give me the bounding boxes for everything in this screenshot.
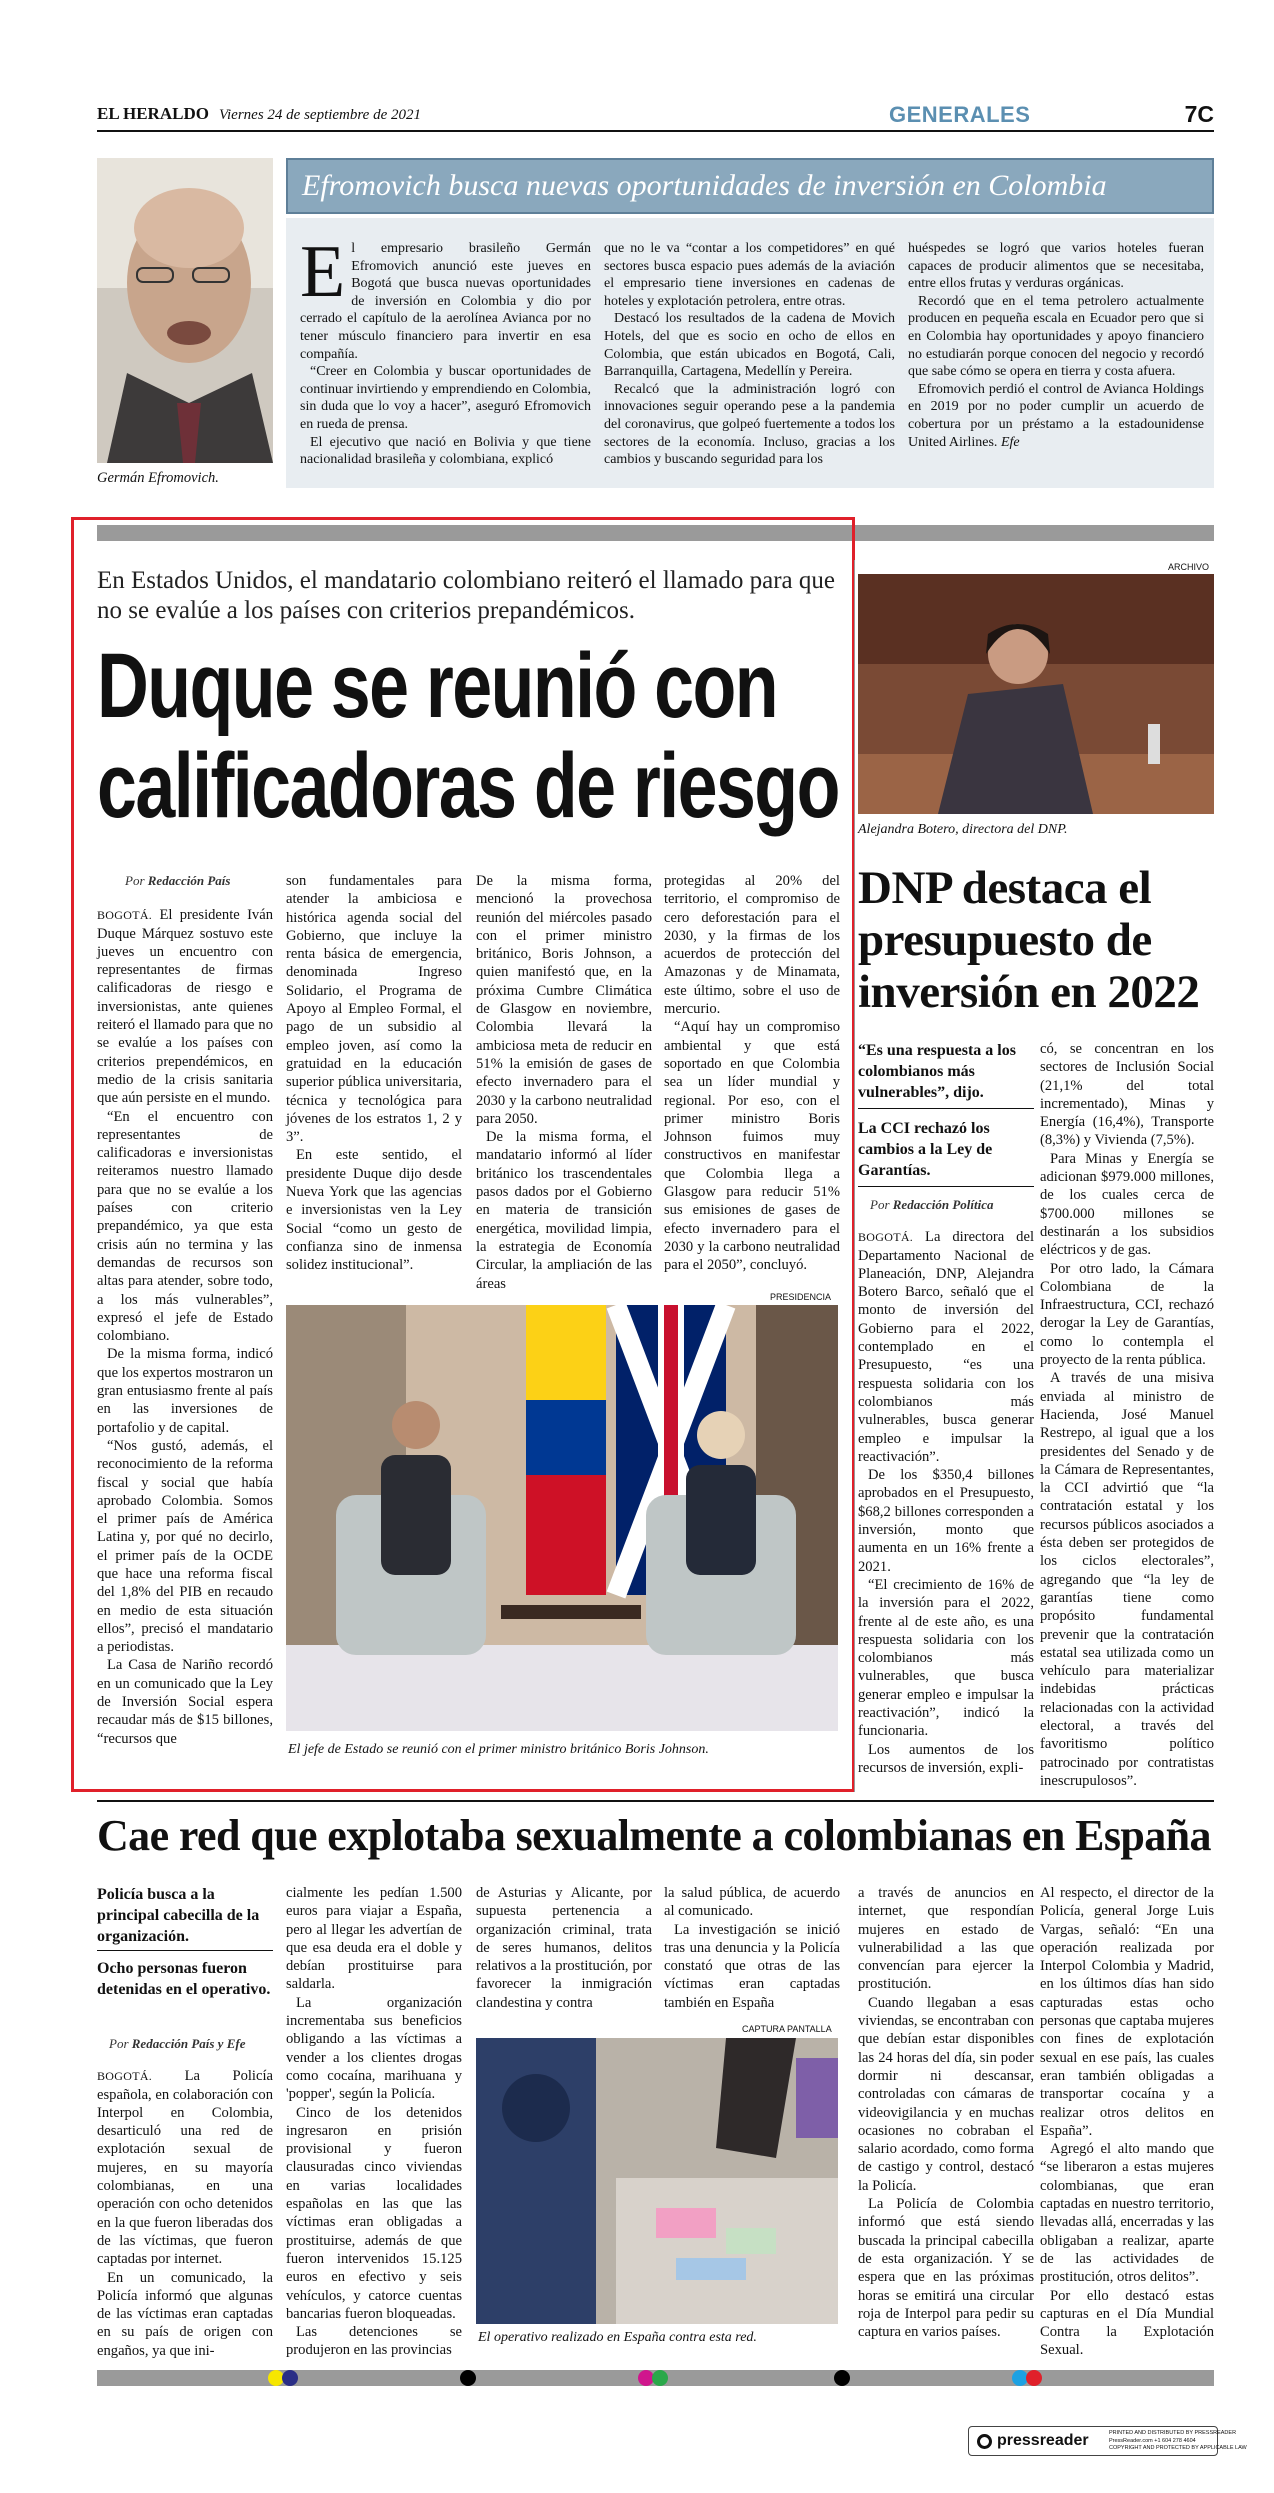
bottom-headline: Cae red que explotaba sexualmente a colombianas en España xyxy=(97,1811,1211,1860)
page-header xyxy=(97,101,1214,128)
main-col-1: Por Redacción País BOGOTÁ. El presidente Iván Duque Márquez sostuvo este jueves un encuentro con representantes de firmas calificadoras de riesgo e inversionistas, ante quienes reiteró el llamado para que no se evalúe a los países con criterios prependémicos, en medio de la crisis sanitaria que aún persiste en el mundo. “En el encuentro con representantes de calificadoras e inversionistas reiteramos nuestro llamado para que no se evalúe a los países con criterio prepandémico, ya que esta crisis aún no termina y las demandas de recursos son altas para atender, sobre todo, a los más vulnerables”, expresó el jefe de Estado colombiano. De la misma forma, indicó que los expertos mostraron un gran entusiasmo frente al país en las inversiones de portafolio y de capital. “Nos gustó, además, el reconocimiento de la reforma fiscal y social que había aprobado Colombia. Somos el primer país de América Latina y, por qué no decirlo, el primer país de la OCDE que hace una reforma fiscal del 1,8% del PIB en recaudo en medio de esta situación ellos”, precisó el mandatario a periodistas. La Casa de Nariño recordó en un comunicado que la Ley de Inversión Social espera recaudar más de $15 billones, “recursos que xyxy=(97,873,273,1747)
pressreader-brand: pressreader xyxy=(997,2432,1089,2449)
section-label: GENERALES xyxy=(889,102,1031,127)
page-number: 7C xyxy=(1184,101,1214,127)
side-pull-cci: La CCI rechazó los cambios a la Ley de Garantías. xyxy=(858,1120,993,1179)
drop-cap: E xyxy=(300,231,346,313)
paper-name: EL HERALDO xyxy=(97,104,209,123)
main-headline-line-1: Duque se reunió con xyxy=(97,635,778,737)
police-operation-photo xyxy=(476,2038,838,2324)
bottom-col-4: la salud pública, de acuerdo al comunicado. La investigación se inició tras una denuncia y la Policía constató que otras de las víctimas eran captadas también en España xyxy=(664,1885,840,2011)
pressreader-badge[interactable] xyxy=(968,2426,1247,2456)
main-col-3: De la misma forma, mencionó la provechosa reunión del miércoles pasado con el primer ministro británico, Boris Johnson, a quien manifestó que, en la próxima Cumbre Climática de Glasgow en noviembre, Colombia llevará la ambiciosa meta de reducir en 51% la emisión de gases de efecto invernadero para el 2030 y la carbono neutralidad para 2050. De la misma forma, el mandatario informó al líder británico los trascendentales pasos dados por el Gobierno en materia de transición energética, movilidad limpia, la estrategia de Economía Circular, la ampliación de las áreas xyxy=(476,873,652,1292)
reg-dot xyxy=(460,2370,476,2386)
side-pull-rule-2 xyxy=(858,1186,1034,1187)
bottom-byline: Por Redacción País y Efe xyxy=(109,2036,246,2051)
bottom-photo-caption: El operativo realizado en España contra esta red. xyxy=(478,2330,757,2345)
main-col-2: son fundamentales para atender la ambiciosa e histórica agenda social del Gobierno, que incluye la renta básica de emergencia, denominada Ingreso Solidario, el Programa de Apoyo al Empleo Formal, el pago de un subsidio al empleo joven, así como la gratuidad en la educación superior pública universitaria, técnica y tecnológica para jóvenes de los estratos 1, 2 y 3”. En este sentido, el presidente Duque dijo desde Nueva York que las agencias e inversionistas ven la Ley Social “como un gesto de confianza sino de inmensa solidez institucional”. xyxy=(286,873,462,1274)
top-story-col-2: que no le va “contar a los competidores” en qué sectores busca espacio pues además de la aviación el empresario tiene inversiones en cadenas de hoteles y explotación petrolera, entre otras. Destacó los resultados de la cadena de Movich Hotels, del que es socio en ocho de ellos en Colombia, que están ubicados en Bogotá, Cali, Barranquilla, Cartagena, Medellín y Pereira. Recalcó que la administración logró con innovaciones seguir operando pese a la pandemia del coronavirus, que golpeó fuertemente a todos los sectores de la economía. Incluso, gracias a los cambios y buscando seguridad para los xyxy=(604,241,895,468)
side-pull-rule xyxy=(858,1108,1034,1109)
main-story-headline xyxy=(97,636,837,846)
issue-date: Viernes 24 de septiembre de 2021 xyxy=(218,107,421,123)
side-pull-quote: “Es una respuesta a los colombianos más vulnerables”, dijo. xyxy=(858,1042,1016,1101)
side-photo-credit: ARCHIVO xyxy=(1168,562,1210,572)
color-registration-marks xyxy=(0,2370,1274,2386)
bottom-story-rule xyxy=(97,1800,1214,1802)
main-story-deck: En Estados Unidos, el mandatario colombiano reiteró el llamado para que no se evalúe a los países con criterios prepandémicos. xyxy=(97,567,835,624)
reg-dot xyxy=(282,2370,298,2386)
bottom-photo-credit: CAPTURA PANTALLA xyxy=(742,2024,832,2034)
main-col-4: protegidas al 20% del territorio, el compromiso de cero deforestación para el 2030, y la firmas de los acuerdos de protección del Amazonas y de Minamata, este último, sobre el uso de mercurio. “Aquí hay un compromiso ambiental y que está soportado en que Colombia sea un líder mundial y regional. Por eso, con el primer ministro Boris Johnson fuimos muy constructivos en manifestar que Colombia llega a Glasgow para reducir 51% sus emisiones de gases de efecto invernadero para el 2030 y la carbono neutralidad para el 2050”, concluyó. xyxy=(664,873,840,1274)
top-story-signature: Efe xyxy=(1000,434,1020,450)
side-dateline: BOGOTÁ. xyxy=(858,1230,914,1245)
bottom-pull-2: Ocho personas fueron detenidas en el operativo. xyxy=(97,1960,271,1998)
pressreader-logo-icon xyxy=(977,2434,992,2449)
side-photo-caption: Alejandra Botero, directora del DNP. xyxy=(858,822,1068,837)
bottom-col-6: Al respecto, el director de la Policía, general Jorge Luis Vargas, señaló: “En una operación realizada por Interpol Colombia y Madrid, en los últimos días han sido capturadas estas ocho personas que captaba mujeres con fines de explotación sexual en ese país, las cuales eran también obligadas a transportar cocaína y a realizar otros delitos en España”. Agregó el alto mando que “se liberaron a estas mujeres colombianas, que eran captadas en nuestro territorio, llevadas allá, encerradas y las obligaban a realizar, aparte de las actividades de prostitución, otros delitos”. Por ello destacó estas capturas en el Día Mundial Contra la Explotación Sexual. xyxy=(1040,1885,1214,2359)
bottom-col-2: cialmente les pedían 1.500 euros para viajar a España, pero al llegar les advertían de que esa deuda era el doble y debían prostituirse para saldarla. La organización incrementaba sus beneficios obligando a las víctimas a vender a los clientes drogas como cocaína, marihuana y 'popper', según la Policía. Cinco de los detenidos ingresaron en prisión provisional y fueron clausuradas cinco viviendas en varias localidades españolas en las que las víctimas eran obligadas a prostituirse, además de que fueron intervenidos 15.125 euros en efectivo y seis vehículos, y catorce cuentas bancarias fueron bloqueadas. Las detenciones se produjeron en las provincias xyxy=(286,1885,462,2359)
header-rule xyxy=(97,130,1214,132)
top-story-col-1: El empresario brasileño Germán Efromovich anunció este jueves en Bogotá que busca nuevas oportunidades de inversión en Colombia y dio por cerrado el capítulo de la aerolínea Avianca por no tener músculo financiero para invertir en esa compañía. “Creer en Colombia y buscar oportunidades de continuar invirtiendo y emprendiendo en Colombia, sin duda que lo voy a hacer”, aseguró Efromovich en rueda de prensa. El ejecutivo que nació en Bolivia y que tiene nacionalidad brasileña y colombiana, explicó xyxy=(300,231,591,468)
side-col-1: Por Redacción Política BOGOTÁ. La directora del Departamento Nacional de Planeación, DNP, Alejandra Botero Barco, señaló que el monto de inversión del Gobierno para el 2022, contemplado en el Presupuesto, “es una respuesta solidaria con los colombianos más vulnerables, busca generar empleo e impulsar la reactivación”. De los $350,4 billones aprobados en el Presupuesto, $68,2 billones corresponden a inversión, monto que aumenta en un 16% frente a 2021. “El crecimiento de 16% de la inversión para el 2022, frente al de este año, es una respuesta solidaria con los colombianos más vulnerables, que busca generar empleo e impulsar la reactivación”, indicó la funcionaria. Los aumentos de los recursos de inversión, expli- xyxy=(858,1197,1034,1776)
botero-photo xyxy=(858,574,1214,814)
bottom-pull-1: Policía busca a la principal cabecilla de la organización. xyxy=(97,1886,260,1945)
efromovich-caption: Germán Efromovich. xyxy=(97,470,219,486)
duque-johnson-photo xyxy=(286,1305,838,1731)
bottom-col-5: a través de anuncios en internet, que respondían mujeres en estado de vulnerabilidad a las que convencían para ejercer la prostitución. Cuando llegaban a esas viviendas, se encontraban con que debían estar disponibles las 24 horas del día, sin poder dormir ni descansar, controladas con cámaras de videovigilancia y en muchas ocasiones no cobraban el salario acordado, como forma de castigo y control, destacó la Policía. La Policía de Colombia informó que está siendo buscada la principal cabecilla de esta organización. Y se espera que en las próximas horas se emitirá una circular roja de Interpol para pedir su captura en varios países. xyxy=(858,1885,1034,2341)
pressreader-fine-print: PRINTED AND DISTRIBUTED BY PRESSREADER PressReader.com +1 604 278 4604 COPYRIGHT AND PROTECTED BY APPLICABLE LAW xyxy=(1109,2430,1247,2451)
main-byline: Por Redacción País xyxy=(125,873,231,888)
reg-dot xyxy=(1026,2370,1042,2386)
main-side-divider xyxy=(854,560,855,1792)
efromovich-photo xyxy=(97,158,273,463)
bottom-col-1: Por Redacción País y Efe BOGOTÁ. La Policía española, en colaboración con Interpol en Colombia, desarticuló una red de explotación sexual de mujeres, en su mayoría colombianas, en una operación con ocho detenidos en la que fueron liberadas dos de las víctimas, que fueron captadas por internet. En un comunicado, la Policía informó que algunas de las víctimas eran captadas en su país de origen con engaños, ya que ini- xyxy=(97,2036,273,2359)
reg-dot xyxy=(834,2370,850,2386)
main-photo-credit: PRESIDENCIA xyxy=(770,1292,832,1302)
main-headline-line-2: calificadoras de riesgo xyxy=(97,735,839,837)
top-story-col-3: huéspedes se logró que varios hoteles fueran capaces de producir alimentos que se necesitaba, entre ellos frutas y verduras orgánicas. Recordó que en el tema petrolero actualmente producen en pequeña escala en Ecuador pero que si en Colombia hay oportunidades y apoyo financiero no estudiarán porque conocen del negocio y recordó que sabe cómo se opera en tierra y costa afuera. Efromovich perdió el control de Avianca Holdings en 2019 por no poder cumplir un acuerdo de cobertura por un préstamo a la estadounidense United Airlines. Efe xyxy=(908,241,1204,450)
bottom-col-3: de Asturias y Alicante, por supuesta pertenencia a organización criminal, trata de seres humanos, delitos relativos a la prostitución, por favorecer la inmigración clandestina y contra xyxy=(476,1885,652,2011)
bottom-pull-rule xyxy=(97,1950,273,1951)
main-photo-caption: El jefe de Estado se reunió con el primer ministro británico Boris Johnson. xyxy=(288,1742,709,1757)
bottom-dateline: BOGOTÁ. xyxy=(97,2069,153,2084)
side-col-2: có, se concentran en los sectores de Inclusión Social (21,1% del total incrementado), Minas y Energía (16,4%), Transporte (8,3%) y Vivienda (7,5%). Para Minas y Energía se adicionan $979.000 millones, de los cuales cerca de $700.000 millones se destinarán a los subsidios eléctricos y de gas. Por otro lado, la Cámara Colombiana de la Infraestructura, CCI, rechazó derogar la Ley de Garantías, como lo contempla el proyecto de la renta pública. A través de una misiva enviada al ministro de Hacienda, José Manuel Restrepo, al igual que a los presidentes del Senado y de la Cámara de Representantes, la CCI advirtió que “la contratación estatal y los recursos públicos asociados a ésta deben ser protegidos de los ciclos electorales”, agregando que “la ley de garantías tiene como propósito fundamental prevenir que la contratación estatal sea utilizada como un vehículo para materializar indebidas prácticas relacionadas con la actividad electoral, a través del favoritismo político patrocinado por contratistas inescrupulosos”. xyxy=(1040,1041,1214,1789)
main-dateline: BOGOTÁ. xyxy=(97,908,153,923)
reg-dot xyxy=(652,2370,668,2386)
side-headline: DNP destaca el presupuesto de inversión en 2022 xyxy=(858,862,1200,1018)
top-story-headline: Efromovich busca nuevas oportunidades de inversión en Colombia xyxy=(302,169,1107,202)
side-byline: Por Redacción Política xyxy=(870,1197,994,1212)
top-story-banner xyxy=(286,158,1214,214)
